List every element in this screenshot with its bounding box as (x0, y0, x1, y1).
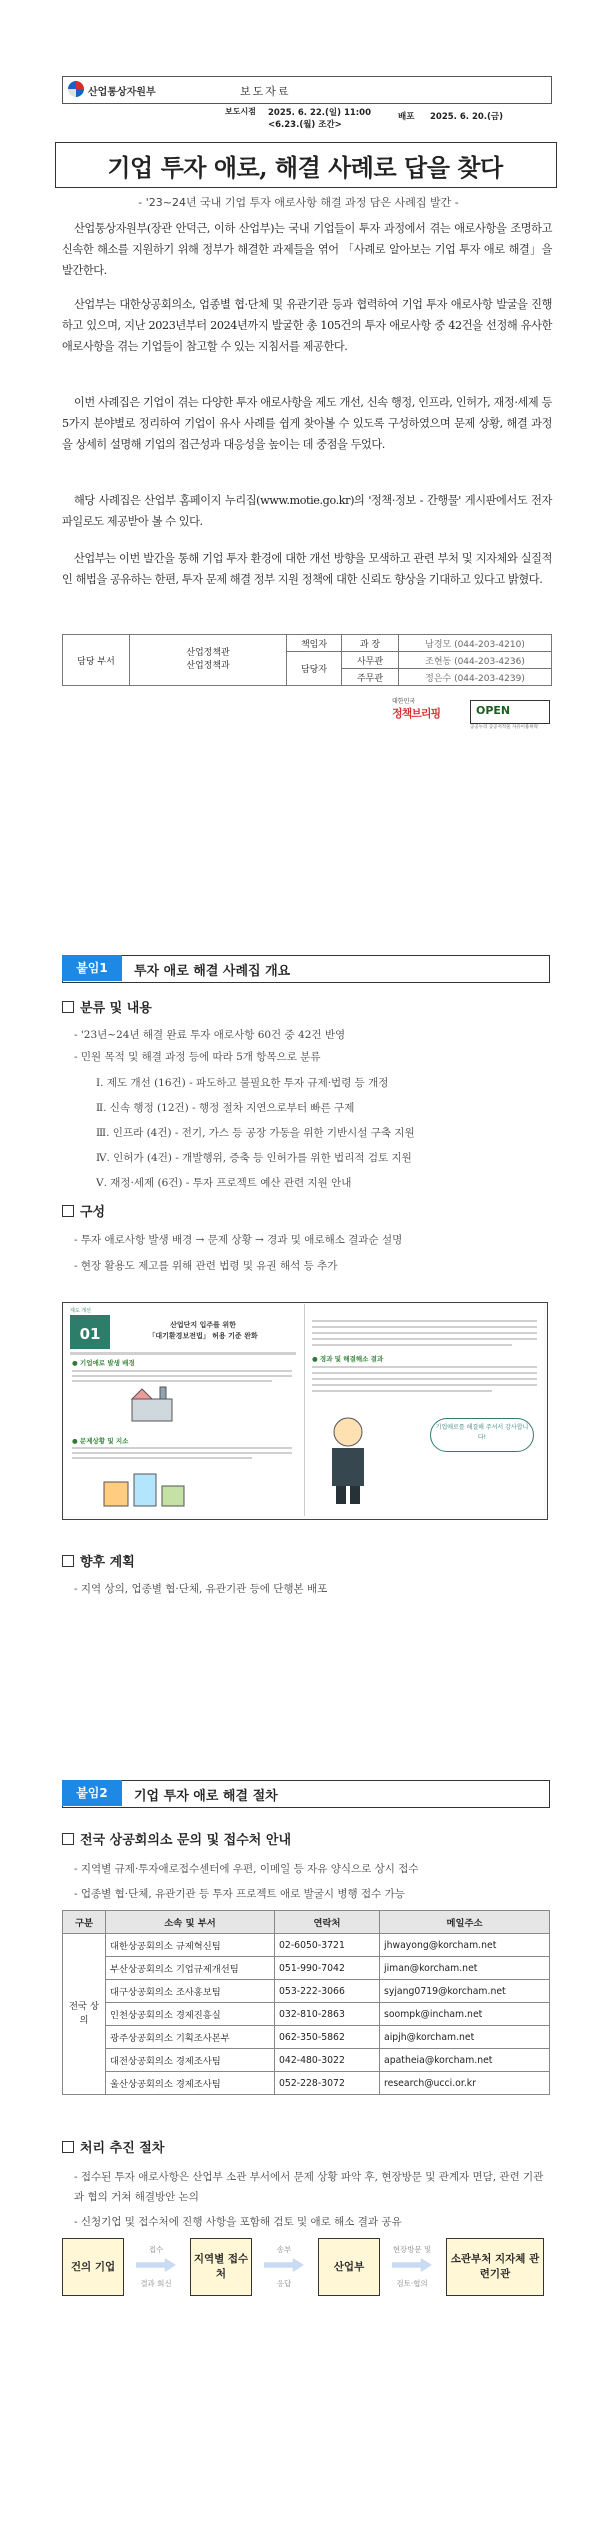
org-cell: 부산상공회의소 기업규제개선팀 (106, 1957, 275, 1980)
email-cell[interactable]: jhwayong@korcham.net (380, 1934, 550, 1957)
table-row (63, 1934, 550, 1957)
text-line (72, 1452, 292, 1454)
category-item: Ⅳ. 인허가 (4건) - 개발행위, 증축 등 인허가를 위한 법리적 검토 지원 (96, 1152, 412, 1164)
bullet: - 신청기업 및 접수처에 진행 사항을 포함해 검토 및 애로 해소 결과 공유 (74, 2216, 402, 2228)
sample-section-process: ● 경과 및 해결해소 결과 (312, 1355, 384, 1363)
flow-label: 접수 (148, 2245, 164, 2254)
phone-cell: 042-480-3022 (275, 2049, 380, 2072)
bullet: - 투자 애로사항 발생 배경 → 문제 상황 → 경과 및 애로해소 결과순 설명 (74, 1234, 403, 1246)
table-row (63, 2026, 550, 2049)
category-item: Ⅱ. 신속 행정 (12건) - 행정 절차 지연으로부터 빠른 구제 (96, 1102, 355, 1114)
org-cell: 대한상공회의소 규제혁신팀 (106, 1934, 275, 1957)
flow-label: 현장방문 및 (392, 2245, 432, 2254)
contact-table (62, 634, 552, 686)
paragraph: 산업부는 이번 발간을 통해 기업 투자 환경에 대한 개선 방향을 모색하고 관련 부처 및 지자체와 실질적인 해법을 공유하는 한편, 투자 문제 해결 정부 지원 정책에 대한 신뢰도 향상을 기대하고 있다고 밝혔다. (62, 552, 552, 586)
category-item: Ⅴ. 재정·세제 (6건) - 투자 프로젝트 예산 관련 지원 안내 (96, 1177, 352, 1189)
square-bullet-icon (62, 1833, 74, 1845)
plan-heading: 향후 계획 (62, 1551, 135, 1570)
phone-cell: 052-228-3072 (275, 2072, 380, 2095)
open-label: OPEN (476, 704, 511, 717)
distribution-date: 2025. 6. 20.(금) (430, 112, 503, 122)
table-row (63, 2072, 550, 2095)
text-line (312, 1332, 537, 1334)
contact-person: 조현동 (044-203-4236) (399, 652, 552, 669)
flow-box-company: 건의 기업 (62, 2238, 124, 2296)
arrow-right-icon (136, 2258, 176, 2272)
release-note: <6.23.(월) 조간> (268, 120, 342, 130)
annex1-tag: 붙임1 (62, 955, 122, 981)
ministry-name: 산업통상자원부 (88, 87, 156, 98)
phone-cell: 02-6050-3721 (275, 1934, 380, 1957)
org-cell: 대전상공회의소 경제조사팀 (106, 2049, 275, 2072)
doc-type: 보도자료 (240, 85, 291, 98)
annex1-title: 투자 애로 해결 사례집 개요 (134, 964, 291, 979)
flow-box-regional: 지역별 접수처 (190, 2238, 252, 2296)
flow-label: 검토·협의 (396, 2279, 428, 2288)
subtitle: - '23~24년 국내 기업 투자 애로사항 해결 과정 담은 사례집 발간 - (138, 196, 459, 209)
text-line (72, 1457, 252, 1459)
bullet: - '23년~24년 해결 완료 투자 애로사항 60건 중 42건 반영 (74, 1029, 346, 1041)
text-line (72, 1447, 292, 1449)
email-cell[interactable]: research@ucci.or.kr (380, 2072, 550, 2095)
text-line (312, 1378, 537, 1380)
flow-box-agencies: 소관부처 지자체 관련기관 (446, 2238, 544, 2296)
text-line (312, 1320, 537, 1322)
text-line (312, 1390, 492, 1392)
sample-number-badge: 01 (70, 1315, 110, 1349)
org-cell: 인천상공회의소 경제진흥실 (106, 2003, 275, 2026)
bullet: - 현장 활용도 제고를 위해 관련 법령 및 유권 해석 등 추가 (74, 1260, 338, 1272)
table-row (63, 1980, 550, 2003)
process-heading: 처리 추진 절차 (62, 2137, 164, 2156)
classification-heading: 분류 및 내용 (62, 997, 152, 1016)
speech-bubble: 기업애로를 해결해 주셔서 감사합니다! (430, 1418, 534, 1452)
structure-heading: 구성 (62, 1201, 105, 1220)
ministry-logo-icon (68, 81, 84, 97)
resp-label: 책임자 (287, 635, 342, 652)
paragraph: 해당 사례집은 산업부 홈페이지 누리집(www.motie.go.kr)의 '정책·정보 - 간행물' 게시판에서도 전자 파일로도 제공받아 볼 수 있다. (62, 494, 552, 528)
square-bullet-icon (62, 1205, 74, 1217)
table-header-row (63, 1911, 550, 1934)
flow-label: 응답 (276, 2279, 292, 2288)
phone-cell: 032-810-2863 (275, 2003, 380, 2026)
businessman-illustration-icon (318, 1412, 378, 1508)
contact-person: 남경모 (044-203-4210) (399, 635, 552, 652)
chamber-heading: 전국 상공회의소 문의 및 접수처 안내 (62, 1829, 291, 1848)
text-line (312, 1372, 537, 1374)
page-title: 기업 투자 애로, 해결 사례로 답을 찾다 (107, 153, 503, 182)
open-small: 공공누리 공공저작물 자유이용허락 (470, 725, 539, 730)
col-header: 연락처 (275, 1911, 380, 1934)
bullet: - 지역 상의, 업종별 협·단체, 유관기관 등에 단행본 배포 (74, 1583, 328, 1595)
email-cell[interactable]: jiman@korcham.net (380, 1957, 550, 1980)
table-row (63, 2049, 550, 2072)
bullet: - 민원 목적 및 해결 과정 등에 따라 5개 항목으로 분류 (74, 1051, 321, 1063)
dept-label: 담당 부서 (63, 635, 130, 686)
text-line (312, 1344, 512, 1346)
arrow-right-icon (264, 2258, 304, 2272)
flow-label: 결과 회신 (140, 2279, 172, 2288)
flow-box-ministry: 산업부 (318, 2238, 380, 2296)
bullet: - 접수된 투자 애로사항은 산업부 소관 부서에서 문제 상황 파악 후, 현장방문 및 관계자 면담, 관련 기관과 협의 거쳐 해결방안 논의 (74, 2171, 544, 2203)
contact-role: 사무관 (342, 652, 399, 669)
org-cell: 광주상공회의소 기획조사본부 (106, 2026, 275, 2049)
sample-title: 산업단지 입주를 위한 「대기환경보전법」 허용 기준 완화 (148, 1321, 258, 1340)
text-line (312, 1384, 537, 1386)
square-bullet-icon (62, 1001, 74, 1013)
email-cell[interactable]: syjang0719@korcham.net (380, 1980, 550, 2003)
distribution-label: 배포 (398, 112, 415, 122)
col-header: 구분 (63, 1911, 106, 1934)
arrow-right-icon (392, 2258, 432, 2272)
text-line (72, 1370, 292, 1372)
category-item: Ⅲ. 인프라 (4건) - 전기, 가스 등 공장 가동을 위한 기반시설 구축 지원 (96, 1127, 415, 1139)
region-cell: 전국 상의 (63, 1934, 106, 2095)
bullet: - 업종별 협·단체, 유관기관 등 투자 프로젝트 애로 발굴시 병행 접수 가능 (74, 1888, 405, 1900)
email-cell[interactable]: apatheia@korcham.net (380, 2049, 550, 2072)
text-line (72, 1375, 292, 1377)
col-header: 메일주소 (380, 1911, 550, 1934)
contact-person: 정은수 (044-203-4239) (399, 669, 552, 686)
email-cell[interactable]: aipjh@korcham.net (380, 2026, 550, 2049)
sample-section-bg: ● 기업애로 발생 배경 (72, 1359, 135, 1367)
text-line (312, 1338, 537, 1340)
chamber-contacts-table (62, 1910, 550, 2095)
factory-illustration-icon (126, 1385, 180, 1425)
staff-label: 담당자 (287, 652, 342, 686)
table-row (63, 2003, 550, 2026)
annex2-tag: 붙임2 (62, 1780, 122, 1806)
divider (70, 1352, 296, 1355)
release-label: 보도시점 (225, 107, 256, 116)
annex2-title: 기업 투자 애로 해결 절차 (134, 1789, 278, 1804)
org-cell: 대구상공회의소 조사홍보팀 (106, 1980, 275, 2003)
sample-section-problem: ● 문제상황 및 지소 (72, 1437, 129, 1445)
col-header: 소속 및 부서 (106, 1911, 275, 1934)
policy-briefing-logo: 대한민국 정책브리핑 (392, 698, 441, 720)
text-line (72, 1380, 272, 1382)
phone-cell: 062-350-5862 (275, 2026, 380, 2049)
bullet: - 지역별 규제·투자애로접수센터에 우편, 이메일 등 자유 양식으로 상시 접수 (74, 1863, 419, 1875)
buildings-illustration-icon (100, 1468, 190, 1508)
table-row (63, 1957, 550, 1980)
text-line (312, 1326, 537, 1328)
phone-cell: 051-990-7042 (275, 1957, 380, 1980)
text-line (312, 1366, 537, 1368)
contact-role: 과 장 (342, 635, 399, 652)
release-time: 2025. 6. 22.(일) 11:00 (268, 108, 372, 118)
square-bullet-icon (62, 2141, 74, 2153)
flow-label: 송부 (276, 2245, 292, 2254)
paragraph: 산업통상자원부(장관 안덕근, 이하 산업부)는 국내 기업들이 투자 과정에서 겪는 애로사항을 조명하고 신속한 해소를 지원하기 위해 정부가 해결한 과제들을 엮어 「사례로 알아보는 기업 투자 애로 해결」을 발간한다. (62, 222, 552, 277)
sample-label-small: 제도 개선 (70, 1308, 91, 1314)
category-item: Ⅰ. 제도 개선 (16건) - 파도하고 불필요한 투자 규제·법령 등 개정 (96, 1077, 389, 1089)
square-bullet-icon (62, 1555, 74, 1567)
org-cell: 울산상공회의소 경제조사팀 (106, 2072, 275, 2095)
paragraph: 산업부는 대한상공회의소, 업종별 협·단체 및 유관기관 등과 협력하여 기업 투자 애로사항 발굴을 진행하고 있으며, 지난 2023년부터 2024년까지 발굴한 총 105건의 투자 애로사항 중 42건을 선정해 유사한 애로사항을 겪는 기업들이 참고할 수 있는 지침서를 제공한다. (62, 298, 552, 353)
dept-names: 산업정책관 산업정책과 (130, 635, 287, 686)
paragraph: 이번 사례집은 기업이 겪는 다양한 투자 애로사항을 제도 개선, 신속 행정, 인프라, 인허가, 재정·세제 등 5가지 분야별로 정리하여 기업이 유사 사례를 쉽게 찾아볼 수 있도록 구성하였으며 문제 상황, 해결 과정을 상세히 설명해 기업의 접근성과 대응성을 높이는 데 중점을 두었다. (62, 396, 552, 451)
phone-cell: 053-222-3066 (275, 1980, 380, 2003)
email-cell[interactable]: soompk@incham.net (380, 2003, 550, 2026)
contact-role: 주무관 (342, 669, 399, 686)
